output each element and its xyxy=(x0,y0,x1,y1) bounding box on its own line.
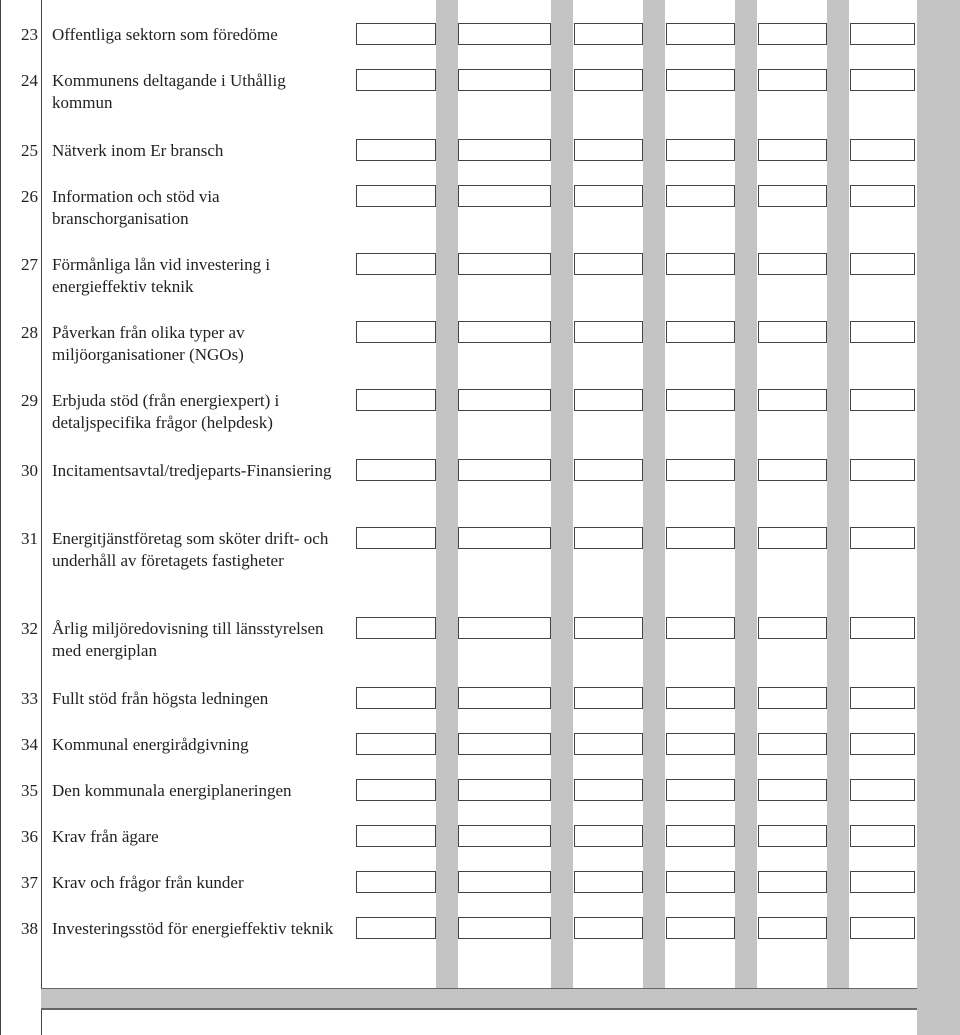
grey-column-band xyxy=(436,0,458,988)
rating-answer-box[interactable] xyxy=(356,871,436,893)
grey-right-band xyxy=(917,0,960,1035)
rating-answer-box[interactable] xyxy=(356,459,436,481)
rating-answer-box[interactable] xyxy=(356,321,436,343)
rating-answer-box[interactable] xyxy=(458,917,551,939)
rating-answer-box[interactable] xyxy=(356,139,436,161)
rating-answer-box[interactable] xyxy=(850,389,915,411)
rating-answer-box[interactable] xyxy=(458,253,551,275)
rating-answer-box[interactable] xyxy=(758,69,827,91)
rating-answer-box[interactable] xyxy=(758,389,827,411)
table-footer-bar xyxy=(41,988,917,1010)
row-label: Den kommunala energiplaneringen xyxy=(52,781,292,800)
rating-answer-box[interactable] xyxy=(666,69,735,91)
rating-answer-box[interactable] xyxy=(458,321,551,343)
row-label: Offentliga sektorn som föredöme xyxy=(52,25,278,44)
rating-answer-box[interactable] xyxy=(850,687,915,709)
row-number: 25 xyxy=(21,141,38,160)
rating-answer-box[interactable] xyxy=(666,23,735,45)
rating-answer-box[interactable] xyxy=(850,253,915,275)
rating-answer-box[interactable] xyxy=(356,733,436,755)
rating-answer-box[interactable] xyxy=(458,139,551,161)
rating-answer-box[interactable] xyxy=(850,23,915,45)
rating-answer-box[interactable] xyxy=(758,779,827,801)
rating-answer-box[interactable] xyxy=(574,527,643,549)
rating-answer-box[interactable] xyxy=(666,185,735,207)
rating-answer-box[interactable] xyxy=(666,253,735,275)
rating-answer-box[interactable] xyxy=(458,825,551,847)
grey-column-band xyxy=(551,0,573,988)
row-label: Krav från ägare xyxy=(52,827,159,846)
rating-answer-box[interactable] xyxy=(356,617,436,639)
rating-answer-box[interactable] xyxy=(356,917,436,939)
row-number: 34 xyxy=(21,735,38,754)
rating-answer-box[interactable] xyxy=(574,825,643,847)
rating-answer-box[interactable] xyxy=(666,321,735,343)
number-column-divider xyxy=(41,0,42,1035)
rating-answer-box[interactable] xyxy=(850,871,915,893)
rating-answer-box[interactable] xyxy=(458,389,551,411)
rating-answer-box[interactable] xyxy=(758,185,827,207)
rating-answer-box[interactable] xyxy=(574,23,643,45)
row-number: 24 xyxy=(21,71,38,90)
row-label: Energitjänstföretag som sköter drift- och underhåll av företagets fastigheter xyxy=(52,529,329,570)
row-label: Förmånliga lån vid investering i energieffektiv teknik xyxy=(52,255,271,296)
rating-answer-box[interactable] xyxy=(758,687,827,709)
rating-answer-box[interactable] xyxy=(356,253,436,275)
rating-answer-box[interactable] xyxy=(356,389,436,411)
row-number: 37 xyxy=(21,873,38,892)
rating-answer-box[interactable] xyxy=(458,687,551,709)
rating-answer-box[interactable] xyxy=(850,185,915,207)
row-label: Nätverk inom Er bransch xyxy=(52,141,224,160)
row-label: Incitamentsavtal/tredjeparts-Finansiering xyxy=(52,461,332,480)
grey-column-band xyxy=(735,0,757,988)
row-label: Påverkan från olika typer av miljöorganisationer (NGOs) xyxy=(52,323,245,364)
row-label: Kommunal energirådgivning xyxy=(52,735,249,754)
rating-answer-box[interactable] xyxy=(666,733,735,755)
rating-answer-box[interactable] xyxy=(574,69,643,91)
rating-answer-box[interactable] xyxy=(666,459,735,481)
rating-answer-box[interactable] xyxy=(574,321,643,343)
table-footer-line xyxy=(41,1008,917,1009)
row-label: Erbjuda stöd (från energiexpert) i detaljspecifika frågor (helpdesk) xyxy=(52,391,280,432)
rating-answer-box[interactable] xyxy=(666,917,735,939)
rating-answer-box[interactable] xyxy=(458,871,551,893)
rating-answer-box[interactable] xyxy=(666,389,735,411)
rating-answer-box[interactable] xyxy=(458,459,551,481)
rating-answer-box[interactable] xyxy=(666,527,735,549)
rating-answer-box[interactable] xyxy=(356,779,436,801)
row-number: 31 xyxy=(21,529,38,548)
row-number: 27 xyxy=(21,255,38,274)
row-number: 23 xyxy=(21,25,38,44)
rating-answer-box[interactable] xyxy=(356,69,436,91)
rating-answer-box[interactable] xyxy=(574,253,643,275)
rating-answer-box[interactable] xyxy=(574,185,643,207)
rating-answer-box[interactable] xyxy=(758,253,827,275)
rating-answer-box[interactable] xyxy=(458,185,551,207)
rating-answer-box[interactable] xyxy=(758,617,827,639)
rating-answer-box[interactable] xyxy=(574,687,643,709)
rating-answer-box[interactable] xyxy=(758,23,827,45)
rating-answer-box[interactable] xyxy=(758,459,827,481)
row-number: 30 xyxy=(21,461,38,480)
rating-answer-box[interactable] xyxy=(758,527,827,549)
row-label: Krav och frågor från kunder xyxy=(52,873,244,892)
rating-answer-box[interactable] xyxy=(458,23,551,45)
row-number: 33 xyxy=(21,689,38,708)
grey-column-band xyxy=(643,0,665,988)
rating-answer-box[interactable] xyxy=(458,69,551,91)
rating-answer-box[interactable] xyxy=(850,617,915,639)
rating-answer-box[interactable] xyxy=(666,687,735,709)
rating-answer-box[interactable] xyxy=(758,733,827,755)
rating-answer-box[interactable] xyxy=(666,825,735,847)
rating-answer-box[interactable] xyxy=(758,825,827,847)
rating-answer-box[interactable] xyxy=(574,139,643,161)
row-number: 38 xyxy=(21,919,38,938)
rating-answer-box[interactable] xyxy=(356,825,436,847)
rating-answer-box[interactable] xyxy=(666,779,735,801)
rating-answer-box[interactable] xyxy=(458,617,551,639)
rating-answer-box[interactable] xyxy=(458,527,551,549)
rating-answer-box[interactable] xyxy=(574,617,643,639)
row-label: Kommunens deltagande i Uthållig kommun xyxy=(52,71,286,112)
row-label: Information och stöd via branschorganisation xyxy=(52,187,220,228)
rating-answer-box[interactable] xyxy=(850,527,915,549)
rating-answer-box[interactable] xyxy=(850,459,915,481)
rating-answer-box[interactable] xyxy=(758,321,827,343)
rating-answer-box[interactable] xyxy=(850,825,915,847)
grey-column-band xyxy=(827,0,849,988)
row-label: Årlig miljöredovisning till länsstyrelsen med energiplan xyxy=(52,619,324,660)
rating-answer-box[interactable] xyxy=(850,917,915,939)
row-number: 28 xyxy=(21,323,38,342)
rating-answer-box[interactable] xyxy=(574,733,643,755)
row-number: 26 xyxy=(21,187,38,206)
rating-answer-box[interactable] xyxy=(356,23,436,45)
rating-answer-box[interactable] xyxy=(850,139,915,161)
rating-answer-box[interactable] xyxy=(758,917,827,939)
row-number: 35 xyxy=(21,781,38,800)
row-label: Investeringsstöd för energieffektiv teknik xyxy=(52,919,334,938)
rating-answer-box[interactable] xyxy=(758,871,827,893)
rating-answer-box[interactable] xyxy=(666,139,735,161)
row-number: 36 xyxy=(21,827,38,846)
rating-answer-box[interactable] xyxy=(458,779,551,801)
rating-answer-box[interactable] xyxy=(666,617,735,639)
row-label: Fullt stöd från högsta ledningen xyxy=(52,689,269,708)
rating-answer-box[interactable] xyxy=(574,779,643,801)
rating-answer-box[interactable] xyxy=(356,527,436,549)
rating-answer-box[interactable] xyxy=(850,779,915,801)
rating-answer-box[interactable] xyxy=(574,389,643,411)
rating-answer-box[interactable] xyxy=(458,733,551,755)
rating-answer-box[interactable] xyxy=(758,139,827,161)
row-number: 32 xyxy=(21,619,38,638)
rating-answer-box[interactable] xyxy=(574,917,643,939)
rating-answer-box[interactable] xyxy=(574,871,643,893)
rating-answer-box[interactable] xyxy=(666,871,735,893)
rating-answer-box[interactable] xyxy=(356,687,436,709)
rating-answer-box[interactable] xyxy=(850,321,915,343)
rating-answer-box[interactable] xyxy=(574,459,643,481)
rating-answer-box[interactable] xyxy=(850,69,915,91)
rating-answer-box[interactable] xyxy=(356,185,436,207)
rating-answer-box[interactable] xyxy=(850,733,915,755)
row-number: 29 xyxy=(21,391,38,410)
